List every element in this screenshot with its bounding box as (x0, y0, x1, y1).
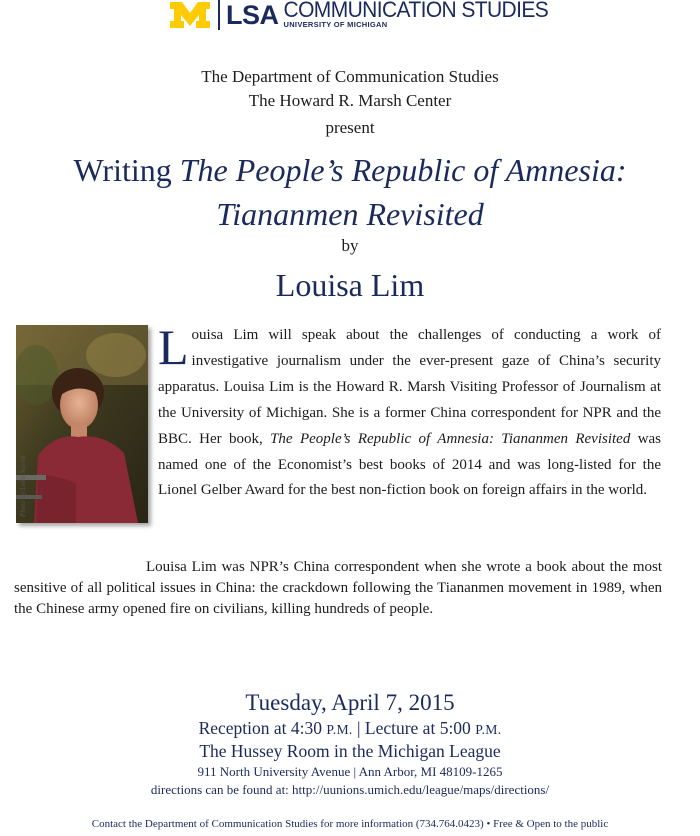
presenter-department: The Department of Communication Studies (201, 67, 499, 86)
present-label: present (325, 118, 375, 137)
lecture-label: | Lecture at 5:00 (352, 718, 476, 738)
lecture-pm: P.M. (475, 722, 502, 737)
event-title-line1 (0, 151, 700, 189)
event-times (0, 717, 700, 741)
author-name: Louisa Lim (275, 267, 425, 303)
logo-text (284, 0, 549, 30)
event-address: 911 North University Avenue | Ann Arbor, MI 48109-1265 (197, 764, 503, 779)
bio-paragraph (158, 319, 662, 504)
logo-department-name: COMMUNICATION STUDIES (283, 0, 549, 23)
event-venue: The Hussey Room in the Michigan League (199, 741, 501, 761)
footer-contact: Contact the Department of Communication Studies for more information (734.764.0423) • Free & Open to the public (91, 818, 609, 830)
drop-cap: L (158, 319, 189, 375)
event-title-line2: Tiananmen Revisited (216, 196, 484, 232)
event-title-prefix: Writing (73, 152, 180, 188)
author-photo (16, 325, 148, 523)
event-title-italic: The People’s Republic of Amnesia: (179, 152, 627, 188)
by-label: by (341, 236, 359, 255)
logo-university-name: UNIVERSITY OF MICHIGAN (283, 20, 388, 29)
logo-lsa: LSA (226, 0, 279, 30)
bio-text-part2: was named one of the Economist’s best books of 2014 and was long-listed for the Lionel Gelber Award for the best non-fiction book on foreign affairs in the world. (158, 430, 662, 499)
book-title: The People’s Republic of Amnesia: Tiananmen Revisited (270, 430, 631, 447)
directions-link[interactable]: directions can be found at: http://uunions.umich.edu/league/maps/directions/ (150, 782, 550, 797)
bio-text-part1: ouisa Lim will speak about the challenges of conducting a work of investigative journalism under the ever-present gaze of China’s security apparatus. Louisa Lim is the Howard R. Marsh Visiting Professor of Journalism at the University of Michigan. She is a former China correspondent for NPR and the BBC. Her book, (158, 327, 661, 447)
reception-label: Reception at 4:30 (198, 718, 327, 738)
reception-pm: P.M. (326, 722, 353, 737)
event-description: Louisa Lim was NPR’s China correspondent when she wrote a book about the most sensitive of all political issues in China: the crackdown following the Tiananmen movement in 1989, when the Chinese army opened fire on civilians, killing hundreds of people. (14, 559, 662, 617)
event-date: Tuesday, April 7, 2015 (245, 690, 455, 715)
presenter-center: The Howard R. Marsh Center (248, 91, 452, 110)
logo-divider (218, 0, 220, 30)
block-m-logo-icon (168, 0, 212, 30)
lsa-communication-studies-logo (168, 0, 548, 34)
photo-credit: Photo by Leila Navidi (19, 455, 27, 517)
